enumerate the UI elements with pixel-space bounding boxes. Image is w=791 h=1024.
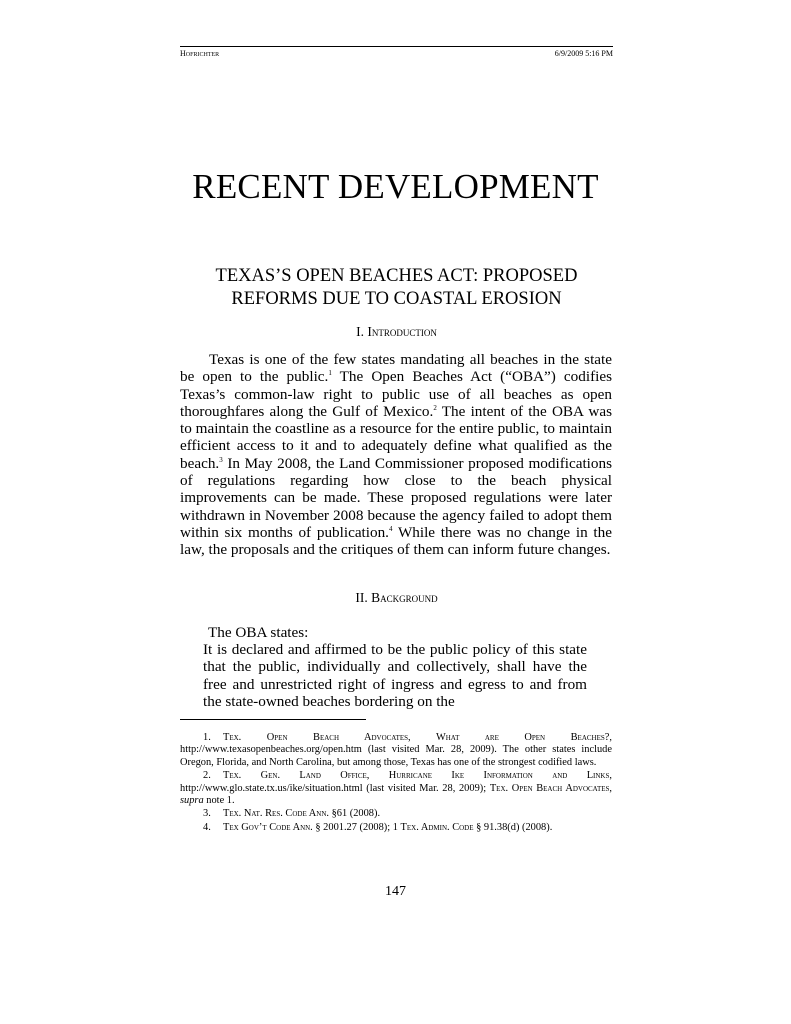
- running-head-date: 6/9/2009 5:16 PM: [554, 49, 613, 58]
- section-title: Background: [371, 590, 438, 605]
- quote-lead: The OBA states:: [208, 624, 309, 641]
- footnote-source: Tex. Open Beach Advocates, What are Open Beaches?: [223, 732, 610, 743]
- footnote-text-b: § 91.38(d) (2008).: [473, 821, 553, 833]
- footnote-text-b: note 1.: [203, 795, 235, 807]
- sentence-5: While there was no change in the law, the proposals and the critiques of them can inform future changes.: [180, 523, 612, 559]
- footnote-text: § 2001.27 (2008); 1: [312, 821, 401, 833]
- footnote-ref-2[interactable]: 2: [433, 403, 437, 412]
- footnote-text: §61 (2008).: [328, 808, 381, 820]
- footnote-source: Tex Gov’t Code Ann.: [223, 821, 313, 833]
- sentence-2: The Open Beaches Act (“OBA”) codifies Texas’s common-law right to public use of all beaches as open thoroughfares along the Gulf of Mexico.: [180, 368, 612, 420]
- footnote-number: 1.: [203, 732, 211, 743]
- header-rule: [180, 46, 613, 47]
- footnote-number: 2.: [203, 770, 211, 782]
- section-title: Introduction: [367, 324, 437, 339]
- footnote-2: [180, 770, 612, 807]
- footnote-3: [180, 808, 612, 820]
- section-number: I.: [356, 324, 368, 339]
- footnote-source: Tex. Nat. Res. Code Ann.: [223, 808, 329, 820]
- footnote-number: 4.: [203, 821, 211, 833]
- sentence-4: In May 2008, the Land Commissioner proposed modifications of regulations regarding how close to the beach physical improvements can be made. These proposed regulations were later withdrawn in November 2008 because the agency failed to adopt them within six months of publication.: [180, 454, 612, 541]
- footnote-comma: ,: [609, 782, 613, 794]
- footnote-ref-3[interactable]: 3: [219, 455, 223, 464]
- introduction-paragraph: [180, 351, 612, 559]
- footnote-rule: [180, 719, 366, 720]
- running-head-author: Hofrichter: [180, 49, 220, 58]
- section-label: RECENT DEVELOPMENT: [192, 167, 599, 206]
- article-title-line-2: REFORMS DUE TO COASTAL EROSION: [231, 289, 562, 309]
- footnote-supra: supra: [180, 795, 204, 807]
- footnote-4: [180, 822, 612, 834]
- section-heading-background: [180, 590, 613, 606]
- sentence-3: The intent of the OBA was to maintain the coastline as a resource for the entire public, to maintain efficient access to it and to adequately define what qualified as the beach.: [180, 402, 612, 472]
- footnotes: [180, 732, 612, 835]
- footnote-1: [180, 732, 612, 769]
- block-quote: It is declared and affirmed to be the public policy of this state that the public, individually and collectively, shall have the free and unrestricted right of ingress and egress to and from the state-owned beaches bordering on the: [203, 641, 587, 710]
- footnote-text: , http://www.texasopenbeaches.org/open.htm (last visited Mar. 28, 2009). The other states include Oregon, Florida, and North Carolina, but among those, Texas has one of the strongest codified laws.: [180, 732, 612, 768]
- footnote-ref-4[interactable]: 4: [388, 524, 393, 533]
- footnote-source-b: Tex. Admin. Code: [400, 821, 474, 833]
- sentence-1: Texas is one of the few states mandating all beaches in the state be open to the public.: [180, 351, 612, 386]
- footnote-ref-1[interactable]: 1: [328, 369, 332, 378]
- footnote-source-b: Tex. Open Beach Advocates: [489, 782, 610, 794]
- article-title-line-1: TEXAS’S OPEN BEACHES ACT: PROPOSED: [215, 266, 578, 286]
- section-number: II.: [355, 590, 372, 605]
- footnote-text: , http://www.glo.state.tx.us/ike/situation.html (last visited Mar. 28, 2009);: [180, 770, 612, 794]
- page-number: 147: [385, 884, 406, 899]
- footnote-source: Tex. Gen. Land Office, Hurricane Ike Information and Links: [223, 770, 610, 782]
- section-heading-introduction: [180, 324, 613, 340]
- footnote-number: 3.: [203, 808, 211, 820]
- article-title: [180, 265, 613, 311]
